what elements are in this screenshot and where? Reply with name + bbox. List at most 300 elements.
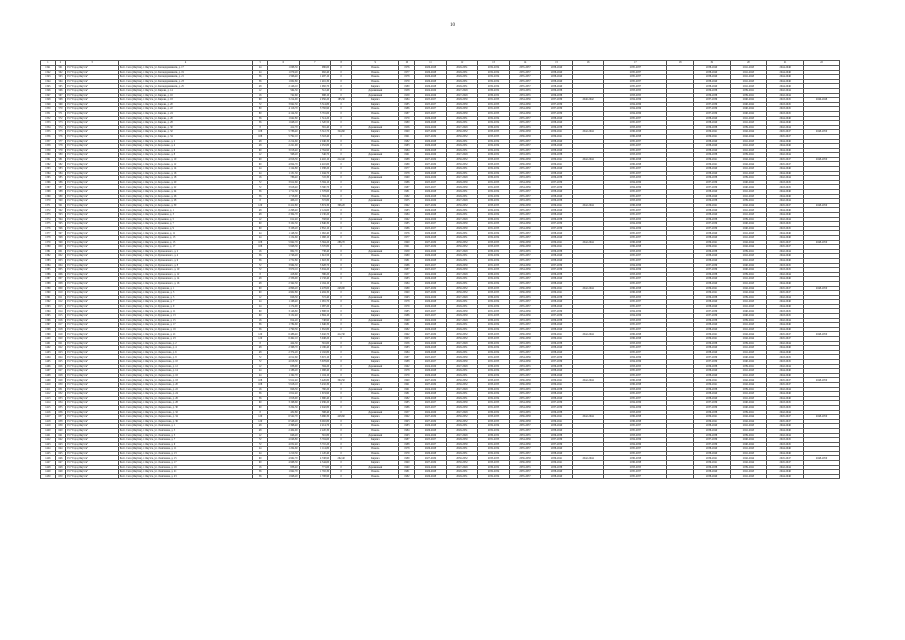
table-cell: Респ. Саха (Якутия), г. Якутск, ул. Лонгинова, д. 7 bbox=[118, 438, 253, 443]
table-cell: 2035-2037 bbox=[509, 148, 541, 153]
table-cell: 646 bbox=[55, 456, 66, 461]
table-cell: 2036-2038 bbox=[604, 157, 667, 162]
table-cell: 1987 bbox=[399, 185, 415, 190]
table-cell: 2036-2038 bbox=[541, 433, 573, 438]
table-cell: 2039-2041 bbox=[541, 240, 573, 245]
table-cell: 1410 bbox=[41, 382, 56, 387]
table-cell: Респ. Саха (Якутия), г. Якутск, ул. Лермонтова, д. 30 bbox=[118, 405, 253, 410]
table-cell: 1408 bbox=[41, 373, 56, 378]
table-cell: ГО "Город Якутск" bbox=[66, 410, 119, 415]
table-cell: 2033-2035 bbox=[509, 176, 541, 181]
table-cell: 1362 bbox=[41, 162, 56, 167]
table-cell: Респ. Саха (Якутия), г. Якутск, ул. Лонгинова, д. 13 bbox=[118, 451, 253, 456]
table-cell: 2033-2035 bbox=[604, 410, 667, 415]
table-cell: 120 bbox=[253, 415, 268, 420]
table-cell: Кирпич bbox=[352, 360, 399, 365]
table-cell: 2043-2045 bbox=[767, 442, 804, 447]
table-cell: 2045-2047 bbox=[767, 382, 804, 387]
table-cell: 16 bbox=[253, 176, 268, 181]
table-cell: 2026-2028 bbox=[415, 231, 447, 236]
table-cell: 2048-2050 bbox=[804, 157, 840, 162]
table-cell: 738,40 bbox=[299, 249, 331, 254]
table-cell: 2026-2028 bbox=[415, 323, 447, 328]
table-cell: 5 942,70 bbox=[299, 332, 331, 337]
table-cell: 2042-2044 bbox=[767, 295, 804, 300]
table-cell: 838,40 bbox=[268, 465, 300, 470]
table-cell: 2032-2034 bbox=[478, 116, 510, 121]
table-cell: 2029-2031 bbox=[446, 304, 478, 309]
table-cell: 2029-2031 bbox=[446, 300, 478, 305]
table-cell: Кирпич bbox=[352, 442, 399, 447]
table-cell: 565 bbox=[55, 84, 66, 89]
table-cell: Респ. Саха (Якутия), г. Якутск, ул. Лермонтова, д. 6 bbox=[118, 350, 253, 355]
table-cell: 1416 bbox=[41, 410, 56, 415]
table-cell: 2034-2036 bbox=[604, 226, 667, 231]
table-cell: 24 bbox=[253, 373, 268, 378]
table-cell: 2026-2028 bbox=[415, 167, 447, 172]
table-cell: 2041-2043 bbox=[730, 139, 767, 144]
table-cell: Панель bbox=[352, 258, 399, 263]
table-cell: 2039-2041 bbox=[730, 88, 767, 93]
table-cell: 512,40 bbox=[299, 88, 331, 93]
table-cell: 2038-2040 bbox=[541, 148, 573, 153]
table-cell: ГО "Город Якутск" bbox=[66, 185, 119, 190]
table-cell: 2033-2035 bbox=[509, 433, 541, 438]
table-cell: 2038-2040 bbox=[693, 139, 730, 144]
table-cell: 2026-2028 bbox=[415, 208, 447, 213]
table-cell: Респ. Саха (Якутия), г. Якутск, ул. Короленко, д. 10 bbox=[118, 157, 253, 162]
table-cell: 2044-2046 bbox=[767, 474, 804, 479]
table-cell: 2029-2031 bbox=[446, 190, 478, 195]
table-cell: Кирпич bbox=[352, 203, 399, 208]
table-cell: 2042-2044 bbox=[572, 130, 604, 135]
table-cell: ГО "Город Якутск" bbox=[66, 88, 119, 93]
table-cell: 2039-2041 bbox=[693, 382, 730, 387]
table-cell: 6 548,20 bbox=[268, 419, 300, 424]
table-cell: Респ. Саха (Якутия), г. Якутск, ул. Короленко, д. 22 bbox=[118, 185, 253, 190]
table-cell: 638,90 bbox=[268, 364, 300, 369]
table-cell: 2026-2028 bbox=[415, 254, 447, 259]
table-cell: 2044-2046 bbox=[767, 300, 804, 305]
table-cell: 587 bbox=[55, 185, 66, 190]
table-cell: 2039-2041 bbox=[693, 291, 730, 296]
table-cell: 1361 bbox=[41, 157, 56, 162]
table-cell: Панель bbox=[352, 281, 399, 286]
table-cell: 2032-2034 bbox=[478, 447, 510, 452]
table-cell: Кирпич bbox=[352, 438, 399, 443]
table-cell: 48 bbox=[253, 208, 268, 213]
table-cell: 639 bbox=[55, 424, 66, 429]
table-cell: 2038-2040 bbox=[541, 258, 573, 263]
table-cell: 0 bbox=[331, 447, 352, 452]
table-cell: 2027-2029 bbox=[446, 341, 478, 346]
table-cell: 2034-2036 bbox=[604, 102, 667, 107]
table-cell: 2033-2035 bbox=[509, 93, 541, 98]
table-cell: 3 678,60 bbox=[299, 360, 331, 365]
table-cell: 2035-2037 bbox=[509, 327, 541, 332]
table-cell: ГО "Город Якутск" bbox=[66, 447, 119, 452]
table-cell: 1367 bbox=[41, 185, 56, 190]
table-cell: ГО "Город Якутск" bbox=[66, 332, 119, 337]
table-cell: 324,60 bbox=[331, 130, 352, 135]
table-cell: 0 bbox=[331, 245, 352, 250]
table-cell: 585 bbox=[55, 176, 66, 181]
table-cell: 2037-2039 bbox=[693, 107, 730, 112]
table-cell: 5 786,40 bbox=[268, 130, 300, 135]
table-cell: 2033-2035 bbox=[478, 134, 510, 139]
table-cell: ГО "Город Якутск" bbox=[66, 93, 119, 98]
table-cell: 2039-2041 bbox=[693, 461, 730, 466]
table-cell: Респ. Саха (Якутия), г. Якутск, ул. Кузьмина, д. 17 bbox=[118, 245, 253, 250]
table-cell: 0 bbox=[331, 125, 352, 130]
table-cell: ГО "Город Якутск" bbox=[66, 291, 119, 296]
table-cell: ГО "Город Якутск" bbox=[66, 111, 119, 116]
table-cell: 2 052,80 bbox=[299, 144, 331, 149]
table-cell: 771,60 bbox=[299, 465, 331, 470]
table-cell: 2033-2035 bbox=[604, 88, 667, 93]
table-cell: 2042-2044 bbox=[767, 387, 804, 392]
table-cell: 2042-2044 bbox=[730, 456, 767, 461]
table-cell: 432,80 bbox=[268, 410, 300, 415]
table-cell: 2027-2029 bbox=[415, 415, 447, 420]
table-cell: 24 bbox=[253, 304, 268, 309]
table-cell: 618 bbox=[55, 327, 66, 332]
table-cell: 2035-2037 bbox=[604, 116, 667, 121]
table-cell: 2030-2032 bbox=[446, 461, 478, 466]
table-cell: 2036-2038 bbox=[693, 341, 730, 346]
table-cell: Респ. Саха (Якутия), г. Якутск, ул. Лермонтова, д. 28 bbox=[118, 401, 253, 406]
table-cell: 2035-2037 bbox=[604, 424, 667, 429]
table-cell: 2038-2040 bbox=[693, 84, 730, 89]
table-cell: 1 081,70 bbox=[299, 300, 331, 305]
table-cell: Кирпич bbox=[352, 226, 399, 231]
table-cell: 0 bbox=[331, 318, 352, 323]
table-cell: 1390 bbox=[41, 291, 56, 296]
table-cell: Панель bbox=[352, 474, 399, 479]
table-cell: 2 956,20 bbox=[299, 98, 331, 103]
table-cell: 4 052,40 bbox=[268, 442, 300, 447]
table-cell: 1400 bbox=[41, 337, 56, 342]
table-cell: 2034-2036 bbox=[604, 355, 667, 360]
table-cell: ГО "Город Якутск" bbox=[66, 208, 119, 213]
housing-register-table bbox=[40, 60, 840, 479]
table-cell: 2035-2037 bbox=[604, 350, 667, 355]
table-cell: 4 410,60 bbox=[299, 162, 331, 167]
table-cell: 2026-2028 bbox=[415, 75, 447, 80]
table-cell: 2044-2046 bbox=[767, 451, 804, 456]
table-cell: ГО "Город Якутск" bbox=[66, 461, 119, 466]
table-cell: 610 bbox=[55, 291, 66, 296]
table-cell: 2037-2039 bbox=[541, 111, 573, 116]
table-cell: 0 bbox=[331, 102, 352, 107]
table-cell: 1 752,80 bbox=[268, 258, 300, 263]
table-cell: 2041-2043 bbox=[730, 474, 767, 479]
table-cell: 2034-2036 bbox=[509, 405, 541, 410]
table-cell: 2034-2036 bbox=[604, 107, 667, 112]
table-cell: 1384 bbox=[41, 263, 56, 268]
table-cell: 2027-2029 bbox=[415, 134, 447, 139]
table-cell: 0 bbox=[331, 327, 352, 332]
table-cell: Респ. Саха (Якутия), г. Якутск, ул. Лонгинова, д. 17 bbox=[118, 461, 253, 466]
table-cell: 2026-2028 bbox=[415, 194, 447, 199]
table-cell: 5 364,20 bbox=[299, 240, 331, 245]
table-cell: 0 bbox=[331, 281, 352, 286]
table-cell: 558,90 bbox=[299, 217, 331, 222]
table-cell: 571 bbox=[55, 111, 66, 116]
table-cell: 2042-2044 bbox=[572, 415, 604, 420]
table-cell: 2027-2029 bbox=[446, 318, 478, 323]
table-cell: 1351 bbox=[41, 111, 56, 116]
table-cell: 2035-2037 bbox=[509, 66, 541, 71]
table-cell: 2039-2041 bbox=[541, 382, 573, 387]
table-cell: 0 bbox=[331, 231, 352, 236]
table-cell: ГО "Город Якутск" bbox=[66, 139, 119, 144]
table-cell: 1374 bbox=[41, 217, 56, 222]
table-cell: 2032-2034 bbox=[478, 121, 510, 126]
column-header: 4 bbox=[118, 61, 253, 66]
table-cell: ГО "Город Якутск" bbox=[66, 167, 119, 172]
table-cell: 2028-2030 bbox=[446, 107, 478, 112]
table-cell: 603 bbox=[55, 258, 66, 263]
table-cell: 381,40 bbox=[299, 125, 331, 130]
table-cell: 2034-2036 bbox=[509, 355, 541, 360]
table-cell: 2033-2035 bbox=[478, 130, 510, 135]
table-cell: 2038-2040 bbox=[541, 121, 573, 126]
table-cell: 2034-2036 bbox=[509, 268, 541, 273]
table-cell: 0 bbox=[331, 222, 352, 227]
table-cell: 2039-2041 bbox=[730, 249, 767, 254]
table-cell: 2036-2038 bbox=[509, 203, 541, 208]
table-cell: Панель bbox=[352, 451, 399, 456]
table-cell: 2030-2032 bbox=[446, 130, 478, 135]
table-cell: 2026-2028 bbox=[415, 144, 447, 149]
table-cell: 1399 bbox=[41, 332, 56, 337]
table-cell: Респ. Саха (Якутия), г. Якутск, ул. Лонгинова, д. 15 bbox=[118, 456, 253, 461]
table-cell: 2036-2038 bbox=[604, 419, 667, 424]
table-cell: 2036-2038 bbox=[509, 157, 541, 162]
table-cell: 48 bbox=[253, 144, 268, 149]
table-cell: 1356 bbox=[41, 134, 56, 139]
table-cell: 2037-2039 bbox=[693, 111, 730, 116]
table-cell: 2035-2037 bbox=[509, 396, 541, 401]
table-cell: 1958 bbox=[399, 88, 415, 93]
table-cell: 2036-2038 bbox=[541, 93, 573, 98]
table-cell: 2038-2040 bbox=[541, 323, 573, 328]
table-cell: 2026-2028 bbox=[415, 258, 447, 263]
table-cell: Деревянный bbox=[352, 318, 399, 323]
table-cell: 2033-2035 bbox=[604, 176, 667, 181]
table-cell: 16 bbox=[253, 318, 268, 323]
table-cell: 2039-2041 bbox=[541, 378, 573, 383]
table-cell: 1 674,90 bbox=[299, 392, 331, 397]
table-cell: 2035-2037 bbox=[604, 428, 667, 433]
table-cell: 638 bbox=[55, 419, 66, 424]
table-cell: 2038-2040 bbox=[541, 254, 573, 259]
table-cell: 2 404,90 bbox=[268, 428, 300, 433]
table-cell: 2033-2035 bbox=[478, 203, 510, 208]
table-cell: 428,60 bbox=[331, 415, 352, 420]
table-cell: Респ. Саха (Якутия), г. Якутск, ул. Короленко, д. 14 bbox=[118, 167, 253, 172]
table-cell: 2044-2046 bbox=[767, 208, 804, 213]
table-cell: 1956 bbox=[399, 125, 415, 130]
table-cell: 2037-2039 bbox=[693, 263, 730, 268]
table-cell: 581 bbox=[55, 157, 66, 162]
table-cell: Респ. Саха (Якутия), г. Якутск, ул. Кузьмина, д. 5 bbox=[118, 217, 253, 222]
table-cell: 2030-2032 bbox=[478, 295, 510, 300]
table-cell: 2038-2040 bbox=[693, 190, 730, 195]
table-cell: 2033-2035 bbox=[478, 378, 510, 383]
table-cell: 2032-2034 bbox=[478, 277, 510, 282]
table-cell: 2042-2044 bbox=[730, 291, 767, 296]
table-cell: ГО "Город Якутск" bbox=[66, 428, 119, 433]
table-cell: 1 124,80 bbox=[268, 167, 300, 172]
table-cell: 3 782,90 bbox=[299, 107, 331, 112]
table-cell: 623 bbox=[55, 350, 66, 355]
table-cell: 2035-2037 bbox=[509, 167, 541, 172]
table-cell: 2030-2032 bbox=[446, 382, 478, 387]
table-cell: ГО "Город Якутск" bbox=[66, 364, 119, 369]
table-cell: 2033-2035 bbox=[604, 341, 667, 346]
table-cell: Деревянный bbox=[352, 295, 399, 300]
table-cell: 1 718,90 bbox=[268, 194, 300, 199]
table-cell: 2035-2037 bbox=[509, 277, 541, 282]
table-cell: Респ. Саха (Якутия), г. Якутск, ул. Короленко, д. 16 bbox=[118, 171, 253, 176]
table-cell: 0 bbox=[331, 373, 352, 378]
table-cell: ГО "Город Якутск" bbox=[66, 415, 119, 420]
table-cell: 1422 bbox=[41, 438, 56, 443]
table-cell: 0 bbox=[331, 419, 352, 424]
table-cell: 2034-2036 bbox=[509, 263, 541, 268]
table-cell: 120 bbox=[253, 332, 268, 337]
table-cell: 1369 bbox=[41, 194, 56, 199]
table-cell: 72 bbox=[253, 268, 268, 273]
table-cell: 2035-2037 bbox=[509, 451, 541, 456]
table-cell: 2035-2037 bbox=[604, 171, 667, 176]
table-cell: 2031-2033 bbox=[478, 442, 510, 447]
table-cell: 2026-2028 bbox=[415, 424, 447, 429]
table-cell: 2036-2038 bbox=[541, 125, 573, 130]
table-cell: 2045-2047 bbox=[767, 286, 804, 291]
table-cell: ГО "Город Якутск" bbox=[66, 382, 119, 387]
table-cell: 90 bbox=[253, 461, 268, 466]
table-cell: Респ. Саха (Якутия), г. Якутск, ул. Лонгинова, д. 19 bbox=[118, 465, 253, 470]
table-cell: 2038-2040 bbox=[541, 70, 573, 75]
table-cell: Деревянный bbox=[352, 465, 399, 470]
table-cell: 2035-2037 bbox=[509, 213, 541, 218]
table-cell: 24 bbox=[253, 300, 268, 305]
table-cell: 2040-2042 bbox=[730, 268, 767, 273]
table-cell: ГО "Город Якутск" bbox=[66, 337, 119, 342]
table-cell: 2029-2031 bbox=[446, 148, 478, 153]
table-cell: 2025-2027 bbox=[415, 226, 447, 231]
table-cell: 2028-2030 bbox=[446, 355, 478, 360]
table-cell: 2032-2034 bbox=[478, 300, 510, 305]
table-cell: 2027-2029 bbox=[415, 203, 447, 208]
table-cell: 2039-2041 bbox=[693, 245, 730, 250]
table-cell: Респ. Саха (Якутия), г. Якутск, ул. Курашова, д. 17 bbox=[118, 323, 253, 328]
table-cell: 2039-2041 bbox=[730, 217, 767, 222]
table-cell: 2036-2038 bbox=[509, 291, 541, 296]
table-cell: 1341 bbox=[41, 66, 56, 71]
table-cell: Панель bbox=[352, 111, 399, 116]
table-cell: 12 bbox=[253, 295, 268, 300]
table-cell: Респ. Саха (Якутия), г. Якутск, ул. Короленко, д. 24 bbox=[118, 190, 253, 195]
table-cell: 2043-2045 bbox=[767, 401, 804, 406]
table-cell: Кирпич bbox=[352, 332, 399, 337]
table-cell: Респ. Саха (Якутия), г. Якутск, ул. Кулаковского, д. 10 bbox=[118, 268, 253, 273]
table-cell: 608 bbox=[55, 281, 66, 286]
table-cell: 2039-2041 bbox=[541, 332, 573, 337]
table-cell: 2028-2030 bbox=[446, 360, 478, 365]
table-cell: Панель bbox=[352, 75, 399, 80]
table-cell: 2044-2046 bbox=[767, 148, 804, 153]
table-cell: 1429 bbox=[41, 470, 56, 475]
table-cell: 2035-2037 bbox=[604, 208, 667, 213]
table-cell: 2035-2037 bbox=[604, 79, 667, 84]
table-cell: 1989 bbox=[399, 162, 415, 167]
table-cell: 0 bbox=[331, 341, 352, 346]
table-cell: Респ. Саха (Якутия), г. Якутск, ул. Лермонтова, д. 12 bbox=[118, 364, 253, 369]
table-cell: 2 130,20 bbox=[299, 213, 331, 218]
table-cell: 5 426,80 bbox=[299, 378, 331, 383]
table-cell: Панель bbox=[352, 148, 399, 153]
table-cell: 2038-2040 bbox=[693, 396, 730, 401]
table-cell: 0 bbox=[331, 107, 352, 112]
table-cell: 2035-2037 bbox=[509, 346, 541, 351]
table-cell: Респ. Саха (Якутия), г. Якутск, ул. Кирова, д. 28 bbox=[118, 121, 253, 126]
table-cell: 2043-2045 bbox=[767, 314, 804, 319]
table-cell: 0 bbox=[331, 217, 352, 222]
table-cell: 2039-2041 bbox=[693, 415, 730, 420]
table-cell: 2036-2038 bbox=[693, 318, 730, 323]
table-cell: 2 164,10 bbox=[299, 281, 331, 286]
table-cell: 2036-2038 bbox=[509, 456, 541, 461]
table-cell: 2035-2037 bbox=[509, 75, 541, 80]
table-cell: 2039-2041 bbox=[693, 337, 730, 342]
table-cell: 2032-2034 bbox=[478, 428, 510, 433]
table-cell: 2042-2044 bbox=[767, 125, 804, 130]
table-cell: 2039-2041 bbox=[541, 130, 573, 135]
table-cell: ГО "Город Якутск" bbox=[66, 66, 119, 71]
table-cell: 412,70 bbox=[268, 125, 300, 130]
table-cell: 3 970,10 bbox=[268, 268, 300, 273]
table-cell: 2042-2044 bbox=[767, 88, 804, 93]
table-cell: 1425 bbox=[41, 451, 56, 456]
table-cell: Деревянный bbox=[352, 364, 399, 369]
table-cell: 1991 bbox=[399, 382, 415, 387]
table-cell: Респ. Саха (Якутия), г. Якутск, ул. Лермонтова, д. 36 bbox=[118, 419, 253, 424]
table-cell: 2033-2035 bbox=[478, 162, 510, 167]
table-cell: 2045-2047 bbox=[767, 337, 804, 342]
table-cell: 2041-2043 bbox=[730, 121, 767, 126]
table-cell: 1959 bbox=[399, 93, 415, 98]
table-cell: Кирпич bbox=[352, 286, 399, 291]
table-cell: 2030-2032 bbox=[478, 410, 510, 415]
table-cell: 2033-2035 bbox=[509, 364, 541, 369]
table-cell: 2025-2027 bbox=[415, 401, 447, 406]
table-cell: 592 bbox=[55, 208, 66, 213]
table-cell: ГО "Город Якутск" bbox=[66, 327, 119, 332]
table-cell: 2033-2035 bbox=[604, 93, 667, 98]
table-cell: 5 848,30 bbox=[268, 245, 300, 250]
table-cell: Респ. Саха (Якутия), г. Якутск, ул. Кирова, д. 18 bbox=[118, 98, 253, 103]
table-cell: 0 bbox=[331, 144, 352, 149]
table-cell: 1 114,80 bbox=[299, 447, 331, 452]
table-cell: 0 bbox=[331, 84, 352, 89]
table-cell: 580 bbox=[55, 153, 66, 158]
table-cell: 2041-2043 bbox=[730, 70, 767, 75]
table-cell: 2042-2044 bbox=[767, 249, 804, 254]
